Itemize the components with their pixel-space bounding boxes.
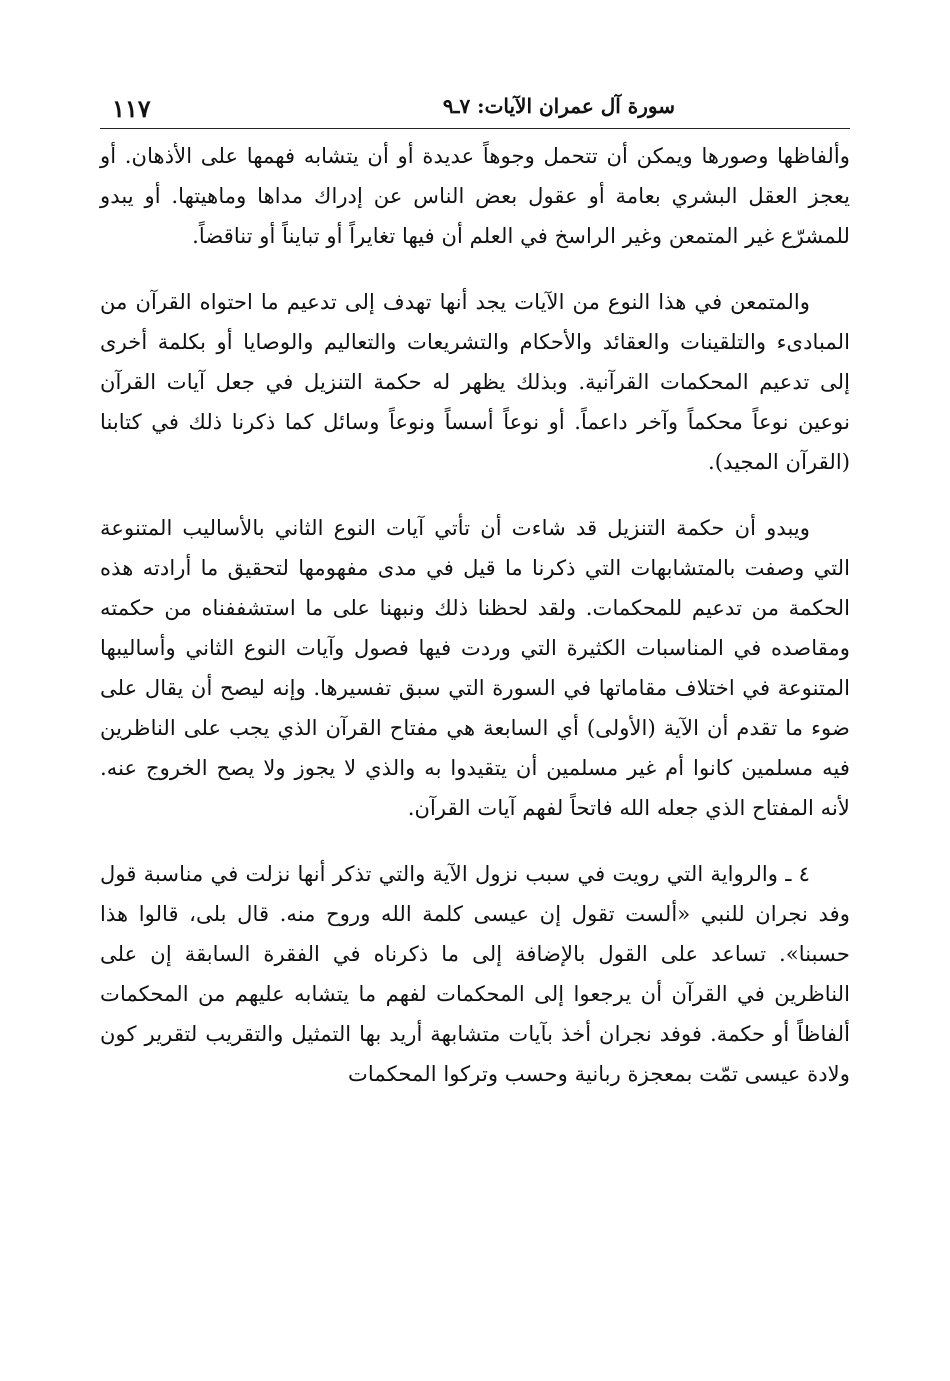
- page-number: ١١٧: [112, 94, 151, 123]
- paragraph-3: ويبدو أن حكمة التنزيل قد شاءت أن تأتي آيات النوع الثاني بالأساليب المتنوعة التي وصفت بالمتشابهات التي ذكرنا ما قيل في مدى مفهومها لتحقيق ما أرادته هذه الحكمة من تدعيم للمحكمات. ولقد لحظنا ذلك ونبهنا على ما استشففناه من حكمته ومقاصده في المناسبات الكثيرة التي وردت فيها فصول وآيات النوع الثاني وأساليبها المتنوعة في اختلاف مقاماتها في السورة التي سبق تفسيرها. وإنه ليصح أن يقال على ضوء ما تقدم أن الآية (الأولى) أي السابعة هي مفتاح القرآن الذي يجب على الناظرين فيه مسلمين كانوا أم غير مسلمين أن يتقيدوا به والذي لا يجوز ولا يصح الخروج عنه. لأنه المفتاح الذي جعله الله فاتحاً لفهم آيات القرآن.: [100, 515, 850, 820]
- page-body: [100, 136, 850, 1120]
- page-header: [100, 88, 850, 129]
- paragraph-1: وألفاظها وصورها ويمكن أن تتحمل وجوهاً عديدة أو أن يتشابه فهمها على الأذهان. أو يعجز العقل البشري بعامة أو عقول بعض الناس عن إدراك مداها وماهيتها. أو يبدو للمشرّع غير المتمعن وغير الراسخ في العلم أن فيها تغايراً أو تبايناً أو تناقضاً.: [100, 143, 850, 248]
- paragraph-2: والمتمعن في هذا النوع من الآيات يجد أنها تهدف إلى تدعيم ما احتواه القرآن من المبادىء والتلقينات والعقائد والأحكام والتشريعات والتعاليم والوصايا أو بكلمة أخرى إلى تدعيم المحكمات القرآنية. وبذلك يظهر له حكمة التنزيل في جعل آيات القرآن نوعين نوعاً محكماً وآخر داعماً. أو نوعاً أسساً ونوعاً وسائل كما ذكرنا ذلك في كتابنا (القرآن المجيد).: [100, 289, 850, 474]
- running-title: سورة آل عمران الآيات: ٧ـ٩: [442, 94, 675, 118]
- paragraph-4: ٤ ـ والرواية التي رويت في سبب نزول الآية والتي تذكر أنها نزلت في مناسبة قول وفد نجران للنبي «ألست تقول إن عيسى كلمة الله وروح منه. قال بلى، قالوا هذا حسبنا». تساعد على القول بالإضافة إلى ما ذكرناه في الفقرة السابقة إن على الناظرين في القرآن أن يرجعوا إلى المحكمات لفهم ما يتشابه عليهم من المحكمات ألفاظاً أو حكمة. فوفد نجران أخذ بآيات متشابهة أريد بها التمثيل والتقريب لتقرير كون ولادة عيسى تمّت بمعجزة ربانية وحسب وتركوا المحكمات: [100, 861, 850, 1086]
